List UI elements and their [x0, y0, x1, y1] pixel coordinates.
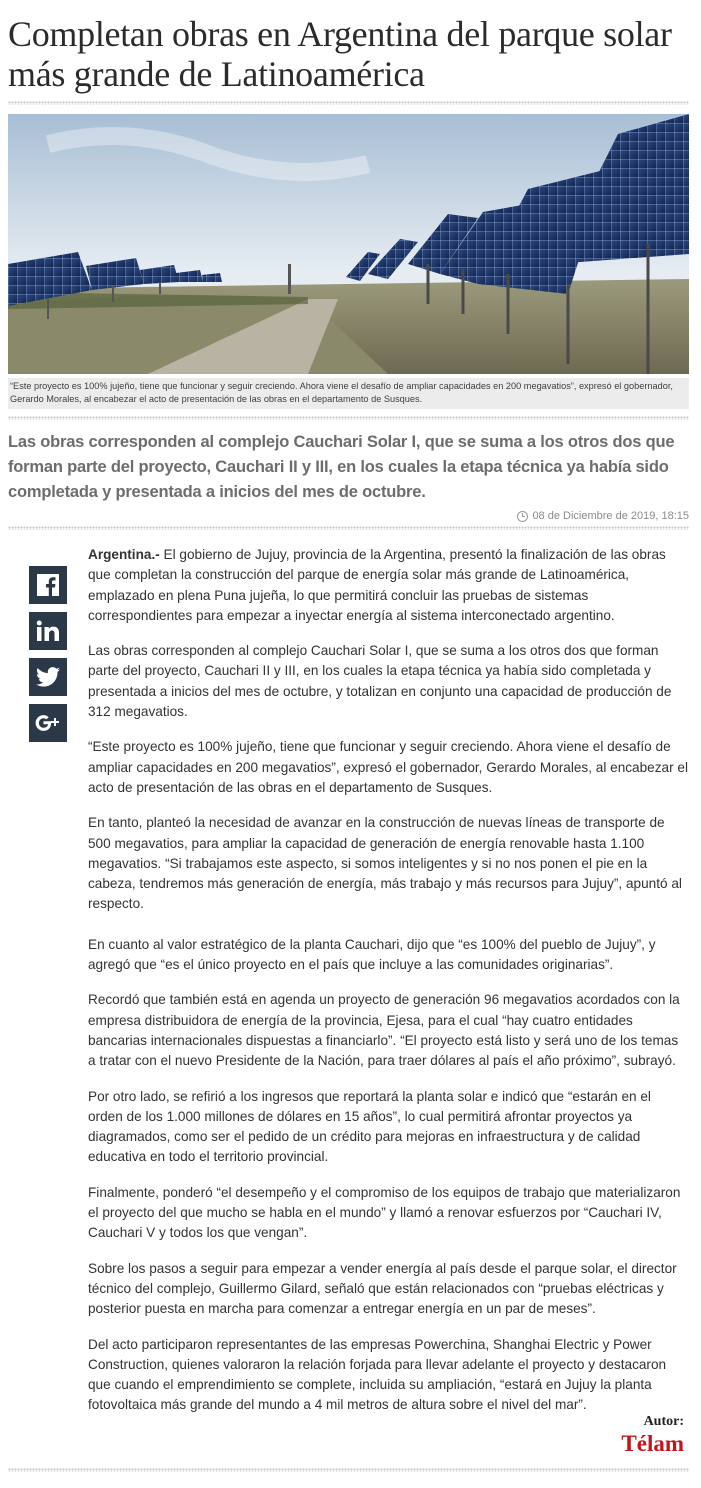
headline-divider	[8, 101, 689, 105]
publish-date-text: 08 de Diciembre de 2019, 18:15	[532, 510, 689, 522]
body-paragraph: En tanto, planteó la necesidad de avanzar en la construcción de nuevas líneas de transporte de 500 megavatios, para ampliar la capacidad de generación de energía renovable hasta 1.100 megavatios. “Si trabajamos este aspecto, si somos inteligentes y si no nos ponen el pie en la cabeza, tendremos más generación de energía, más trabajo y más recursos para Jujuy”, apuntó al respecto.	[88, 815, 682, 912]
share-facebook-button[interactable]	[29, 566, 67, 604]
article-headline: Completan obras en Argentina del parque solar más grande de Latinoamérica	[8, 14, 672, 94]
body-paragraph: Las obras corresponden al complejo Cauchari Solar I, que se suma a los otros dos que forman parte del proyecto, Cauchari II y III, en los cuales la etapa técnica ya había sido completada y presentada a inicios del mes de octubre, y totalizan en conjunto una capacidad de producción de 312 megavatios.	[88, 643, 672, 720]
caption-divider	[8, 416, 689, 420]
body-paragraph-text: El gobierno de Jujuy, provincia de la Argentina, presentó la finalización de las obras que completan la construcción del parque de energía solar más grande de Latinoamérica, emplazado en plena Puna jujeña, lo que permitirá concluir las pruebas de sistemas correspondientes para empezar a inyectar energía al sistema interconectado argentino.	[88, 547, 666, 623]
share-twitter-button[interactable]	[29, 658, 67, 696]
body-paragraph: Sobre los pasos a seguir para empezar a vender energía al país desde el parque solar, el director técnico del complejo, Guillermo Gilard, señaló que están relacionados con “pruebas eléctricas y posterior puesta en marcha para comenzar a entregar energía en un par de meses”.	[88, 1260, 677, 1317]
publish-date	[517, 510, 689, 522]
body-paragraph: Por otro lado, se refirió a los ingresos que reportará la planta solar e indicó que “estarán en el orden de los 1.000 millones de dólares en 15 años”, lo cual permitirá afrontar proyectos ya diagramados, como ser el pedido de un crédito para mejoras en infraestructura y de calidad educativa en todo el territorio provincial.	[88, 1088, 651, 1165]
linkedin-icon	[36, 620, 60, 642]
share-google-plus-button[interactable]	[29, 704, 67, 742]
clock-icon	[517, 511, 528, 522]
author-name[interactable]: Télam	[621, 1431, 684, 1456]
body-paragraph: En cuanto al valor estratégico de la planta Cauchari, dijo que “es 100% del pueblo de Jujuy”, y agregó que “es el único proyecto en el país que incluye a las comunidades originarias”.	[88, 936, 656, 973]
facebook-icon	[37, 574, 59, 596]
body-paragraph: Finalmente, ponderó “el desempeño y el compromiso de los equipos de trabajo que materializaron el proyecto del que mucho se habla en el mundo” y llamó a renovar esfuerzos por “Cauchari IV, Cauchari V y todos los que vengan”.	[88, 1184, 681, 1241]
article-body	[88, 545, 689, 1431]
body-paragraph: “Este proyecto es 100% jujeño, tiene que funcionar y seguir creciendo. Ahora viene el desafío de ampliar capacidades en 200 megavatios”, expresó el gobernador, Gerardo Morales, al encabezar el acto de presentación de las obras en el departamento de Susques.	[88, 739, 688, 795]
twitter-icon	[36, 667, 60, 687]
author-label: Autor:	[643, 1414, 684, 1429]
article-lead: Las obras corresponden al complejo Cauchari Solar I, que se suma a los otros dos que forman parte del proyecto, Cauchari II y III, en los cuales la etapa técnica ya había sido completada y presentada a inicios del mes de octubre.	[8, 433, 675, 501]
body-dateline: Argentina.-	[88, 547, 160, 562]
footer-divider	[8, 1468, 689, 1472]
photo-caption: “Este proyecto es 100% jujeño, tiene que funcionar y seguir creciendo. Ahora viene el desafío de ampliar capacidades en 200 megavatios”, expresó el gobernador, Gerardo Morales, al encabezar el acto de presentación de las obras en el departamento de Susques.	[8, 378, 689, 409]
article-photo	[8, 114, 689, 374]
google-plus-icon	[35, 714, 61, 732]
body-paragraph	[88, 545, 689, 626]
body-paragraph: Recordó que también está en agenda un proyecto de generación 96 megavatios acordados con la empresa distribuidora de energía de la provincia, Ejesa, para el cual “hay cuatro entidades bancarias internacionales dispuestas a financiarlo”. “El proyecto está listo y será uno de los temas a tratar con el nuevo Presidente de la Nación, para traer dólares al país el año próximo”, subrayó.	[88, 992, 680, 1069]
date-divider	[8, 526, 689, 530]
share-linkedin-button[interactable]	[29, 612, 67, 650]
body-paragraph: Del acto participaron representantes de las empresas Powerchina, Shanghai Electric y Power Construction, quienes valoraron la relación forjada para llevar adelante el proyecto y destacaron que cuando el emprendimiento se complete, incluida su ampliación, “estará en Jujuy la planta fotovoltaica más grande del mundo a 4 mil metros de altura sobre el nivel del mar”.	[88, 1336, 667, 1413]
